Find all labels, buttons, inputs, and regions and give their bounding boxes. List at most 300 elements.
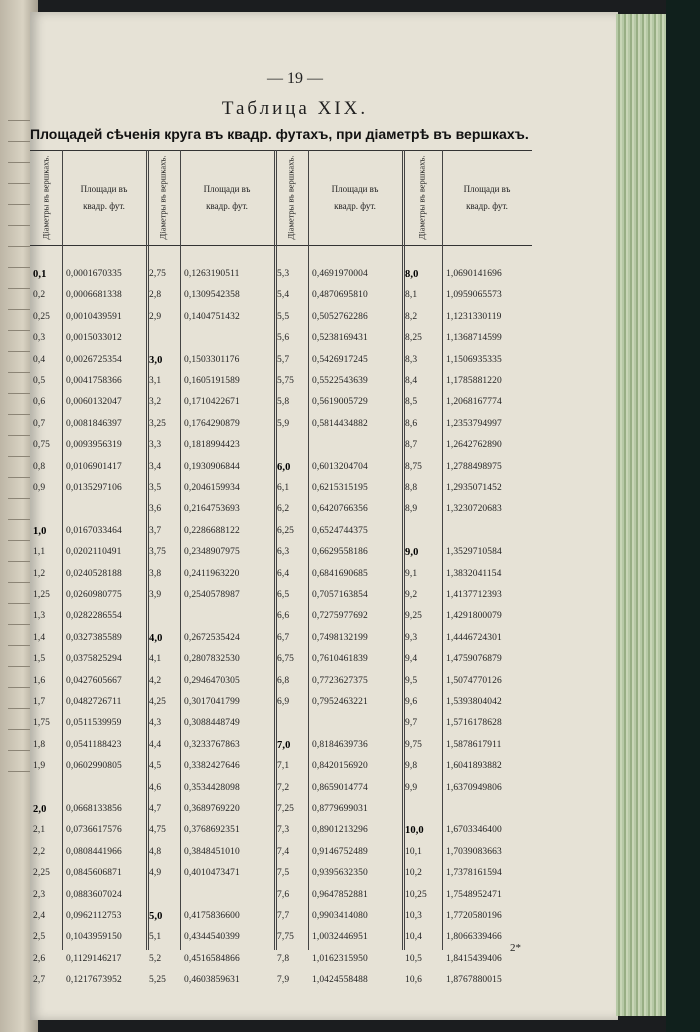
- diameter-cell: 8,9: [405, 504, 418, 515]
- diameter-cell: 4,2: [149, 675, 162, 686]
- diameter-cell: 4,3: [149, 718, 162, 729]
- diameter-cell: 2,7: [33, 975, 46, 986]
- area-cell: 0,3017041799: [184, 697, 240, 707]
- diameter-cell: 1,25: [33, 590, 51, 600]
- diameter-cell: 10,0: [405, 825, 424, 837]
- area-cell: 1,0032446951: [312, 932, 368, 943]
- area-cell: 0,9146752489: [312, 846, 368, 857]
- diameter-cell: 2,25: [33, 868, 51, 879]
- column-separator: [180, 150, 181, 950]
- facing-page-rule: [8, 729, 30, 730]
- area-header: Площади въ квадр. фут.: [463, 184, 511, 211]
- area-cell: 0,0001670335: [66, 269, 122, 279]
- area-cell: 1,7720580196: [446, 911, 502, 921]
- area-cell: 1,8767880015: [446, 975, 502, 986]
- diameter-cell: 10,6: [405, 975, 423, 986]
- area-cell: 1,7039083663: [446, 846, 502, 857]
- area-cell: 0,0427605667: [66, 675, 122, 686]
- diameter-cell: 2,6: [33, 953, 46, 964]
- area-cell: 0,6215315195: [312, 483, 368, 493]
- area-cell: 1,1785881220: [446, 376, 502, 386]
- area-cell: 1,0959065573: [446, 290, 502, 301]
- area-cell: 1,4446724301: [446, 632, 502, 643]
- area-cell: 1,5878617911: [446, 739, 502, 750]
- area-cell: 1,7378161594: [446, 868, 502, 879]
- diameter-header: [402, 150, 442, 245]
- facing-page-rule: [8, 561, 30, 562]
- facing-page-rule: [8, 519, 30, 520]
- area-cell: 1,8066339466: [446, 932, 502, 943]
- area-cell: 0,4516584866: [184, 953, 240, 964]
- area-cell: 0,1217673952: [66, 975, 122, 986]
- area-cell: 0,3768692351: [184, 825, 240, 836]
- area-cell: 0,8901213296: [312, 825, 368, 836]
- facing-page-rule: [8, 288, 30, 289]
- facing-page-rule: [8, 372, 30, 373]
- area-cell: 0,0845606871: [66, 868, 122, 879]
- area-cell: 0,8779699031: [312, 804, 368, 814]
- area-header: Площади въ квадр. фут.: [331, 184, 379, 211]
- area-cell: 0,0327385589: [66, 632, 122, 643]
- facing-page-rule: [8, 330, 30, 331]
- column-group-separator: [146, 150, 147, 950]
- diameter-cell: 6,5: [277, 590, 290, 600]
- area-cell: 0,0482726711: [66, 697, 122, 707]
- diameter-cell: 5,0: [149, 911, 163, 922]
- area-cell: 0,0093956319: [66, 440, 122, 451]
- facing-page-rule: [8, 771, 30, 772]
- area-cell: 0,4603859631: [184, 975, 240, 986]
- area-cell: 0,1309542358: [184, 290, 240, 301]
- diameter-cell: 6,6: [277, 611, 290, 622]
- area-cell: 0,4691970004: [312, 269, 368, 279]
- area-cell: 1,0690141696: [446, 269, 502, 279]
- page-block-edge: [616, 14, 666, 1016]
- diameter-cell: 2,75: [149, 269, 167, 279]
- area-cell: 0,4870695810: [312, 290, 368, 301]
- diameter-cell: 7,9: [277, 975, 290, 986]
- diameter-cell: 2,3: [33, 889, 46, 900]
- area-cell: 0,0106901417: [66, 461, 122, 472]
- facing-page-rule: [8, 246, 30, 247]
- area-cell: 0,8659014774: [312, 782, 368, 793]
- column-separator: [62, 150, 63, 950]
- area-cell: 1,4137712393: [446, 590, 502, 600]
- area-cell: 0,6420766356: [312, 504, 368, 515]
- diameter-cell: 2,8: [149, 290, 162, 301]
- area-cell: 0,1263190511: [184, 269, 240, 279]
- area-cell: 0,2348907975: [184, 547, 240, 558]
- table-header-rule: [30, 245, 532, 246]
- diameter-cell: 7,7: [277, 911, 290, 921]
- area-cell: 0,6524744375: [312, 525, 368, 536]
- diameter-cell: 6,3: [277, 547, 290, 558]
- area-cell: 0,3848451010: [184, 846, 240, 857]
- area-cell: 0,0375825294: [66, 654, 122, 665]
- area-cell: 0,7952463221: [312, 697, 368, 707]
- diameter-cell: 5,25: [149, 975, 167, 986]
- diameter-cell: 3,25: [149, 418, 167, 429]
- facing-page-rule: [8, 750, 30, 751]
- diameter-cell: 2,5: [33, 932, 46, 943]
- diameter-cell: 10,4: [405, 932, 423, 943]
- area-cell: 0,2411963220: [184, 568, 240, 579]
- area-header: Площади въ квадр. фут.: [203, 184, 251, 211]
- area-cell: 1,0162315950: [312, 953, 368, 964]
- area-cell: 0,0202110491: [66, 547, 122, 558]
- area-cell: 0,5814434882: [312, 418, 368, 429]
- area-cell: 0,9395632350: [312, 868, 368, 879]
- area-cell: 0,2946470305: [184, 675, 240, 686]
- diameter-cell: 9,3: [405, 632, 418, 643]
- area-cell: 1,3832041154: [446, 568, 502, 579]
- area-cell: 0,7275977692: [312, 611, 368, 622]
- diameter-cell: 0,9: [33, 483, 46, 493]
- area-cell: 0,2286688122: [184, 525, 240, 536]
- area-cell: 0,0167033464: [66, 525, 122, 536]
- diameter-cell: 1,75: [33, 718, 51, 729]
- diameter-cell: 2,1: [33, 825, 46, 836]
- diameter-cell: 0,6: [33, 397, 46, 408]
- area-cell: 1,8415439406: [446, 953, 502, 964]
- diameter-cell: 4,9: [149, 868, 162, 879]
- facing-page-rule: [8, 603, 30, 604]
- facing-page-rule: [8, 540, 30, 541]
- diameter-header-text: Діаметры въ вершкахъ.: [157, 155, 168, 240]
- diameter-cell: 3,6: [149, 504, 162, 515]
- diameter-header-text: Діаметры въ вершкахъ.: [40, 155, 51, 240]
- diameter-cell: 10,2: [405, 868, 423, 879]
- area-header: Площади въ квадр. фут.: [80, 184, 128, 211]
- diameter-cell: 6,7: [277, 632, 290, 643]
- area-cell: 0,7498132199: [312, 632, 368, 643]
- area-cell: 1,4291800079: [446, 611, 502, 622]
- diameter-cell: 0,7: [33, 418, 46, 429]
- diameter-cell: 1,0: [33, 525, 47, 537]
- area-cell: 0,7057163854: [312, 590, 368, 600]
- diameter-cell: 4,7: [149, 804, 162, 814]
- area-cell: 0,6629558186: [312, 547, 368, 558]
- area-cell: 0,9903414080: [312, 911, 368, 921]
- diameter-cell: 5,5: [277, 311, 290, 322]
- diameter-cell: 1,6: [33, 675, 46, 686]
- diameter-cell: 4,1: [149, 654, 162, 665]
- diameter-cell: 9,4: [405, 654, 418, 665]
- area-cell: 0,3534428098: [184, 782, 240, 793]
- area-cell: 0,3382427646: [184, 761, 240, 772]
- area-cell: 0,0260980775: [66, 590, 122, 600]
- area-cell: 1,1231330119: [446, 311, 502, 322]
- area-cell: 1,2068167774: [446, 397, 502, 408]
- area-cell: 0,5619005729: [312, 397, 368, 408]
- area-cell: 0,3689769220: [184, 804, 240, 814]
- diameter-cell: 1,9: [33, 761, 46, 772]
- area-cell: 0,0006681338: [66, 290, 122, 301]
- diameter-cell: 7,1: [277, 761, 290, 772]
- diameter-cell: 5,3: [277, 269, 290, 279]
- area-cell: 0,1818994423: [184, 440, 240, 451]
- area-cell: 0,7723627375: [312, 675, 368, 686]
- diameter-cell: 10,3: [405, 911, 423, 921]
- diameter-cell: 6,25: [277, 525, 295, 536]
- facing-page-rule: [8, 141, 30, 142]
- facing-page-rule: [8, 435, 30, 436]
- area-cell: 0,0282286554: [66, 611, 122, 622]
- area-cell: 0,1404751432: [184, 311, 240, 322]
- diameter-cell: 6,0: [277, 461, 291, 473]
- diameter-cell: 9,2: [405, 590, 418, 600]
- area-cell: 1,3230720683: [446, 504, 502, 515]
- diameter-cell: 3,4: [149, 461, 162, 472]
- table-subtitle: Площадей сѣченія круга въ квадр. футахъ, при діаметрѣ въ вершкахъ.: [30, 126, 529, 142]
- diameter-cell: 0,75: [33, 440, 51, 451]
- diameter-cell: 7,25: [277, 804, 295, 814]
- signature-mark: 2*: [510, 942, 521, 954]
- diameter-cell: 5,9: [277, 418, 290, 429]
- area-cell: 1,1506935335: [446, 354, 502, 365]
- diameter-cell: 8,25: [405, 333, 423, 344]
- area-cell: 0,0962112753: [66, 911, 122, 921]
- area-cell: 0,1605191589: [184, 376, 240, 386]
- facing-page-rule: [8, 666, 30, 667]
- diameter-cell: 7,4: [277, 846, 290, 857]
- diameter-cell: 6,4: [277, 568, 290, 579]
- diameter-cell: 9,7: [405, 718, 418, 729]
- area-cell: 0,0010439591: [66, 311, 122, 322]
- facing-page-rule: [8, 225, 30, 226]
- page-number: — 19 —: [267, 70, 323, 87]
- area-cell: 0,0015033012: [66, 333, 122, 344]
- diameter-cell: 4,0: [149, 632, 163, 644]
- diameter-cell: 8,4: [405, 376, 418, 386]
- area-cell: 0,0736617576: [66, 825, 122, 836]
- area-cell: 0,0240528188: [66, 568, 122, 579]
- diameter-cell: 5,6: [277, 333, 290, 344]
- diameter-cell: 2,0: [33, 804, 47, 815]
- area-cell: 0,8420156920: [312, 761, 368, 772]
- area-cell: 0,0602990805: [66, 761, 122, 772]
- diameter-cell: 8,5: [405, 397, 418, 408]
- area-cell: 0,0541188423: [66, 739, 122, 750]
- area-cell: 0,5426917245: [312, 354, 368, 365]
- area-cell: 0,3088448749: [184, 718, 240, 729]
- diameter-cell: 8,3: [405, 354, 418, 365]
- diameter-cell: 0,4: [33, 354, 46, 365]
- diameter-cell: 3,0: [149, 354, 163, 366]
- diameter-cell: 8,8: [405, 483, 418, 493]
- diameter-cell: 7,0: [277, 739, 291, 751]
- table-title: Таблица XIX.: [221, 98, 369, 119]
- diameter-cell: 8,2: [405, 311, 418, 322]
- facing-page-rule: [8, 204, 30, 205]
- diameter-cell: 6,1: [277, 483, 290, 493]
- area-cell: 0,0883607024: [66, 889, 122, 900]
- area-cell: 0,0026725354: [66, 354, 122, 365]
- area-cell: 0,1764290879: [184, 418, 240, 429]
- facing-page-rule: [8, 645, 30, 646]
- area-cell: 0,1710422671: [184, 397, 240, 408]
- diameter-cell: 6,9: [277, 697, 290, 707]
- diameter-cell: 2,4: [33, 911, 46, 921]
- diameter-cell: 8,6: [405, 418, 418, 429]
- book-cover: [666, 0, 700, 1032]
- diameter-cell: 9,75: [405, 739, 423, 750]
- diameter-cell: 3,3: [149, 440, 162, 451]
- diameter-cell: 3,75: [149, 547, 167, 558]
- facing-page-rule: [8, 162, 30, 163]
- book-page: [30, 12, 618, 1020]
- area-cell: 0,6013204704: [312, 461, 368, 472]
- area-cell: 1,1368714599: [446, 333, 502, 344]
- diameter-cell: 8,1: [405, 290, 418, 301]
- diameter-cell: 0,25: [33, 311, 51, 322]
- diameter-cell: 6,2: [277, 504, 290, 515]
- diameter-cell: 7,8: [277, 953, 290, 964]
- area-cell: 0,0041758366: [66, 376, 122, 386]
- diameter-cell: 10,25: [405, 889, 427, 900]
- area-cell: 0,4010473471: [184, 868, 240, 879]
- column-separator: [442, 150, 443, 950]
- facing-page-rule: [8, 456, 30, 457]
- diameter-cell: 1,2: [33, 568, 46, 579]
- diameter-cell: 7,5: [277, 868, 290, 879]
- facing-page-rule: [8, 393, 30, 394]
- column-group-separator: [402, 150, 403, 950]
- area-cell: 0,8184639736: [312, 739, 368, 750]
- diameter-cell: 9,5: [405, 675, 418, 686]
- area-cell: 1,2353794997: [446, 418, 502, 429]
- facing-page-rule: [8, 183, 30, 184]
- area-cell: 0,2540578987: [184, 590, 240, 600]
- area-cell: 1,5716178628: [446, 718, 502, 729]
- area-cell: 1,2935071452: [446, 483, 502, 493]
- diameter-cell: 0,8: [33, 461, 46, 472]
- facing-page-rule: [8, 351, 30, 352]
- area-cell: 0,6841690685: [312, 568, 368, 579]
- area-cell: 1,5393804042: [446, 697, 502, 707]
- facing-page-rule: [8, 708, 30, 709]
- area-cell: 1,0424558488: [312, 975, 368, 986]
- diameter-header-text: Діаметры въ вершкахъ.: [285, 155, 296, 240]
- diameter-cell: 5,75: [277, 376, 295, 386]
- diameter-cell: 10,5: [405, 953, 423, 964]
- diameter-cell: 10,1: [405, 846, 423, 857]
- facing-page-rule: [8, 624, 30, 625]
- area-cell: 1,5074770126: [446, 675, 502, 686]
- diameter-cell: 6,8: [277, 675, 290, 686]
- area-cell: 0,0511539959: [66, 718, 122, 729]
- facing-page-rule: [8, 309, 30, 310]
- diameter-cell: 4,6: [149, 782, 162, 793]
- area-cell: 1,2788498975: [446, 461, 502, 472]
- area-cell: 0,1129146217: [66, 953, 122, 964]
- area-cell: 0,0668133856: [66, 804, 122, 814]
- diameter-cell: 4,5: [149, 761, 162, 772]
- column-separator: [308, 150, 309, 950]
- diameter-cell: 0,2: [33, 290, 46, 301]
- diameter-cell: 1,3: [33, 611, 46, 622]
- area-cell: 1,7548952471: [446, 889, 502, 900]
- diameter-header-text: Діаметры въ вершкахъ.: [416, 155, 427, 240]
- diameter-cell: 9,0: [405, 547, 419, 559]
- diameter-cell: 3,9: [149, 590, 162, 600]
- diameter-cell: 1,1: [33, 547, 46, 558]
- facing-page-rule: [8, 687, 30, 688]
- diameter-cell: 8,0: [405, 269, 419, 280]
- diameter-header: [30, 150, 62, 245]
- area-cell: 0,1930906844: [184, 461, 240, 472]
- area-cell: 1,6041893882: [446, 761, 502, 772]
- area-cell: 0,7610461839: [312, 654, 368, 665]
- diameter-cell: 7,75: [277, 932, 295, 943]
- diameter-cell: 2,2: [33, 846, 46, 857]
- facing-page-rule: [8, 414, 30, 415]
- diameter-cell: 2,9: [149, 311, 162, 322]
- diameter-cell: 3,5: [149, 483, 162, 493]
- area-cell: 1,4759076879: [446, 654, 502, 665]
- facing-page-rule: [8, 498, 30, 499]
- diameter-cell: 0,5: [33, 376, 46, 386]
- area-cell: 0,1503301176: [184, 354, 240, 365]
- diameter-header: [146, 150, 180, 245]
- diameter-cell: 4,25: [149, 697, 167, 707]
- area-cell: 0,2807832530: [184, 654, 240, 665]
- diameter-cell: 1,4: [33, 632, 46, 643]
- diameter-cell: 4,75: [149, 825, 167, 836]
- area-cell: 0,0081846397: [66, 418, 122, 429]
- diameter-header: [274, 150, 308, 245]
- diameter-cell: 5,1: [149, 932, 162, 943]
- area-cell: 0,5052762286: [312, 311, 368, 322]
- diameter-cell: 9,8: [405, 761, 418, 772]
- diameter-cell: 9,6: [405, 697, 418, 707]
- diameter-cell: 7,6: [277, 889, 290, 900]
- area-cell: 0,5522543639: [312, 376, 368, 386]
- diameter-cell: 3,1: [149, 376, 162, 386]
- area-cell: 0,2672535424: [184, 632, 240, 643]
- diameter-cell: 1,8: [33, 739, 46, 750]
- area-cell: 0,0808441966: [66, 846, 122, 857]
- diameter-cell: 5,2: [149, 953, 162, 964]
- area-cell: 1,2642762890: [446, 440, 502, 451]
- area-cell: 0,9647852881: [312, 889, 368, 900]
- diameter-cell: 9,9: [405, 782, 418, 793]
- diameter-cell: 3,2: [149, 397, 162, 408]
- diameter-cell: 0,1: [33, 269, 47, 280]
- diameter-cell: 4,8: [149, 846, 162, 857]
- diameter-cell: 3,8: [149, 568, 162, 579]
- column-group-separator: [274, 150, 275, 950]
- diameter-cell: 4,4: [149, 739, 162, 750]
- area-cell: 0,2164753693: [184, 504, 240, 515]
- diameter-cell: 1,5: [33, 654, 46, 665]
- diameter-cell: 9,25: [405, 611, 423, 622]
- diameter-cell: 5,7: [277, 354, 290, 365]
- diameter-cell: 1,7: [33, 697, 46, 707]
- area-cell: 1,6703346400: [446, 825, 502, 836]
- facing-page-rule: [8, 477, 30, 478]
- area-cell: 0,0135297106: [66, 483, 122, 493]
- area-cell: 0,3233767863: [184, 739, 240, 750]
- diameter-cell: 8,75: [405, 461, 423, 472]
- area-cell: 0,1043959150: [66, 932, 122, 943]
- area-cell: 0,2046159934: [184, 483, 240, 493]
- diameter-cell: 0,3: [33, 333, 46, 344]
- area-table: [30, 150, 540, 986]
- area-cell: 1,6370949806: [446, 782, 502, 793]
- area-cell: 1,3529710584: [446, 547, 502, 558]
- diameter-cell: 7,2: [277, 782, 290, 793]
